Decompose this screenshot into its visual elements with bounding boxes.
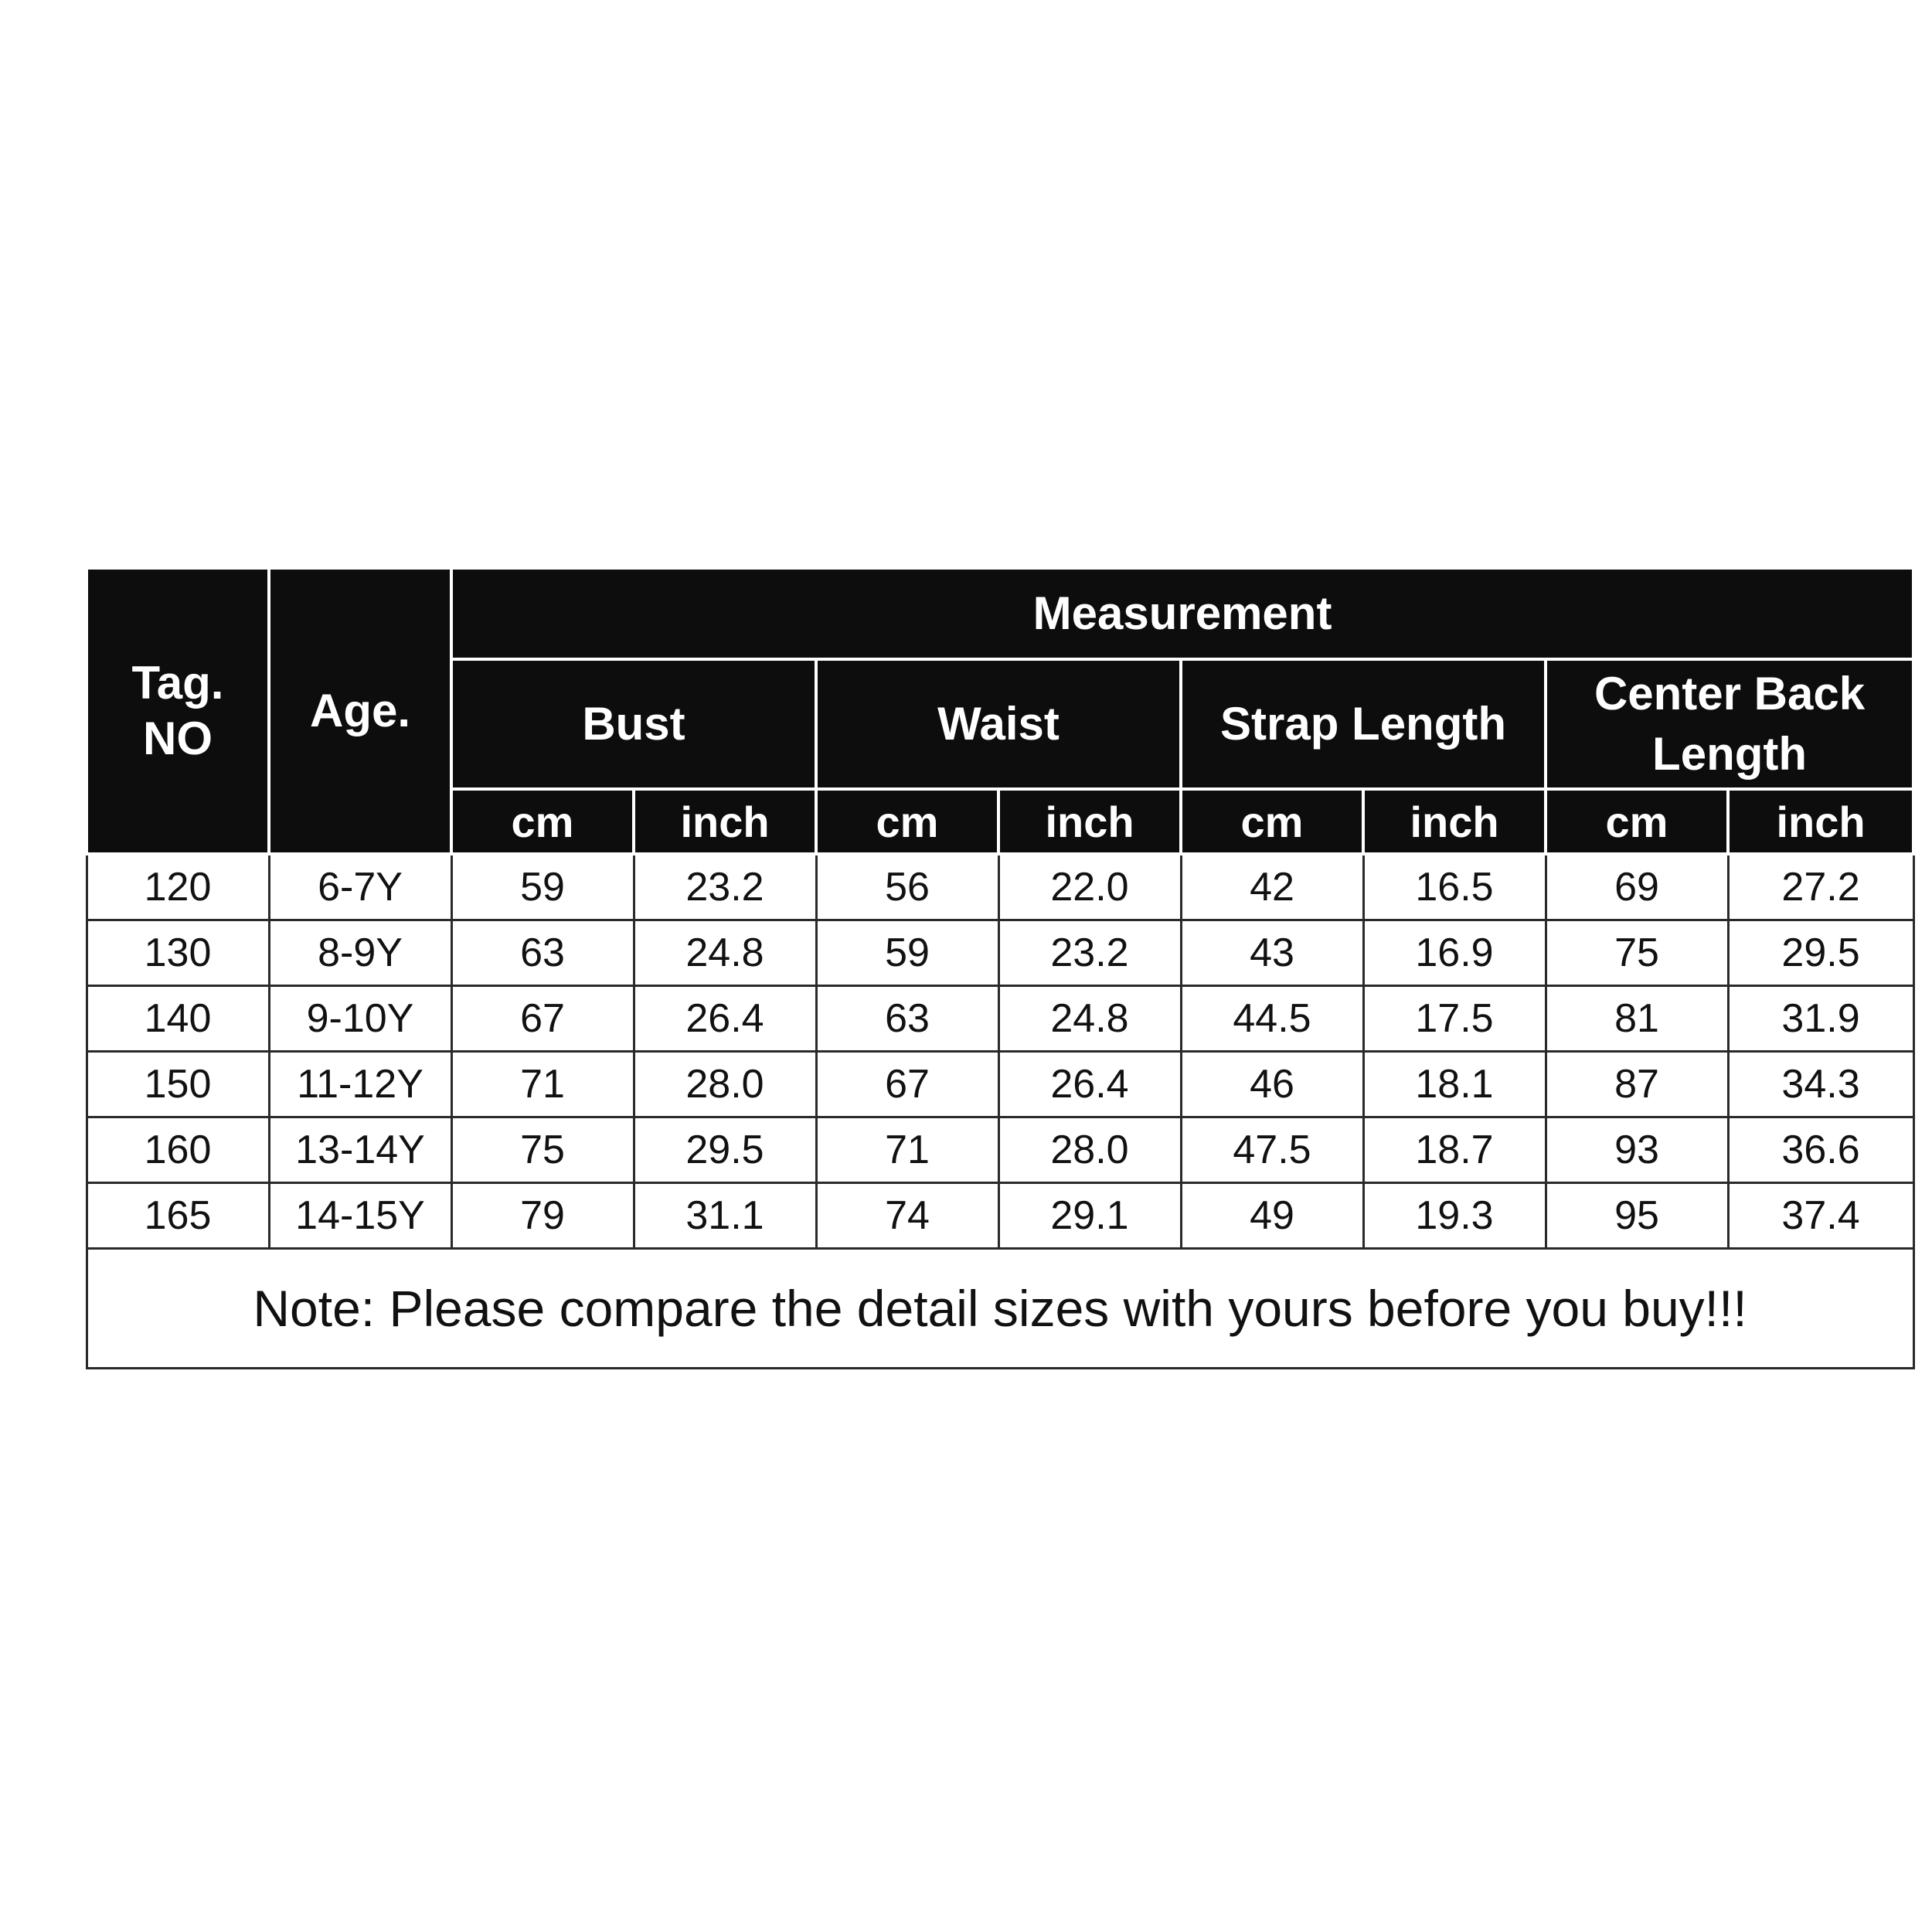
unit-header: cm: [451, 789, 634, 854]
table-cell: 9-10Y: [269, 985, 451, 1051]
table-cell: 23.2: [634, 854, 816, 920]
table-cell: 43: [1181, 920, 1363, 985]
table-cell: 24.8: [998, 985, 1181, 1051]
table-cell: 13-14Y: [269, 1117, 451, 1182]
table-cell: 59: [816, 920, 998, 985]
table-cell: 34.3: [1728, 1051, 1913, 1117]
table-row: [87, 920, 1913, 985]
unit-header: inch: [1363, 789, 1546, 854]
table-cell: 49: [1181, 1182, 1363, 1248]
table-row: [87, 985, 1913, 1051]
table-cell: 95: [1546, 1182, 1728, 1248]
table-cell: 63: [451, 920, 634, 985]
table-row: [87, 1051, 1913, 1117]
size-chart-body: [87, 568, 1913, 1368]
table-cell: 6-7Y: [269, 854, 451, 920]
table-cell: 44.5: [1181, 985, 1363, 1051]
table-cell: 18.7: [1363, 1117, 1546, 1182]
table-cell: 23.2: [998, 920, 1181, 985]
table-cell: 29.5: [634, 1117, 816, 1182]
header-age: Age.: [269, 568, 451, 854]
unit-header: inch: [998, 789, 1181, 854]
table-cell: 140: [87, 985, 269, 1051]
table-cell: 8-9Y: [269, 920, 451, 985]
table-cell: 150: [87, 1051, 269, 1117]
table-cell: 93: [1546, 1117, 1728, 1182]
table-cell: 31.1: [634, 1182, 816, 1248]
table-cell: 63: [816, 985, 998, 1051]
table-cell: 130: [87, 920, 269, 985]
table-cell: 29.5: [1728, 920, 1913, 985]
table-cell: 71: [816, 1117, 998, 1182]
table-cell: 120: [87, 854, 269, 920]
table-cell: 36.6: [1728, 1117, 1913, 1182]
table-cell: 28.0: [998, 1117, 1181, 1182]
header-group-bust: Bust: [451, 659, 816, 789]
table-cell: 37.4: [1728, 1182, 1913, 1248]
table-cell: 28.0: [634, 1051, 816, 1117]
header-tag-no: Tag. NO: [87, 568, 269, 854]
table-cell: 47.5: [1181, 1117, 1363, 1182]
header-measurement: Measurement: [451, 568, 1913, 659]
unit-header: inch: [1728, 789, 1913, 854]
header-group-strap-length: Strap Length: [1181, 659, 1546, 789]
table-row: [87, 854, 1913, 920]
table-cell: 79: [451, 1182, 634, 1248]
header-group-waist: Waist: [816, 659, 1181, 789]
unit-header: cm: [1181, 789, 1363, 854]
table-cell: 67: [816, 1051, 998, 1117]
table-cell: 19.3: [1363, 1182, 1546, 1248]
table-cell: 46: [1181, 1051, 1363, 1117]
size-chart-table: [85, 566, 1915, 1369]
table-cell: 14-15Y: [269, 1182, 451, 1248]
table-cell: 69: [1546, 854, 1728, 920]
table-cell: 87: [1546, 1051, 1728, 1117]
table-cell: 75: [451, 1117, 634, 1182]
header-row-1: [87, 568, 1913, 659]
table-cell: 71: [451, 1051, 634, 1117]
table-cell: 26.4: [634, 985, 816, 1051]
unit-header: cm: [816, 789, 998, 854]
table-cell: 81: [1546, 985, 1728, 1051]
table-cell: 160: [87, 1117, 269, 1182]
table-cell: 67: [451, 985, 634, 1051]
table-cell: 16.5: [1363, 854, 1546, 920]
table-cell: 26.4: [998, 1051, 1181, 1117]
table-cell: 16.9: [1363, 920, 1546, 985]
note-row: [87, 1248, 1913, 1368]
table-row: [87, 1182, 1913, 1248]
table-cell: 74: [816, 1182, 998, 1248]
unit-header: inch: [634, 789, 816, 854]
header-group-center-back-length: Center Back Length: [1546, 659, 1913, 789]
unit-header: cm: [1546, 789, 1728, 854]
table-cell: 17.5: [1363, 985, 1546, 1051]
table-cell: 56: [816, 854, 998, 920]
table-cell: 24.8: [634, 920, 816, 985]
table-cell: 27.2: [1728, 854, 1913, 920]
table-cell: 31.9: [1728, 985, 1913, 1051]
table-cell: 29.1: [998, 1182, 1181, 1248]
table-cell: 59: [451, 854, 634, 920]
table-cell: 22.0: [998, 854, 1181, 920]
table-cell: 42: [1181, 854, 1363, 920]
table-cell: 165: [87, 1182, 269, 1248]
table-row: [87, 1117, 1913, 1182]
size-note: Note: Please compare the detail sizes with yours before you buy!!!: [87, 1248, 1913, 1368]
table-cell: 75: [1546, 920, 1728, 985]
table-cell: 18.1: [1363, 1051, 1546, 1117]
table-cell: 11-12Y: [269, 1051, 451, 1117]
